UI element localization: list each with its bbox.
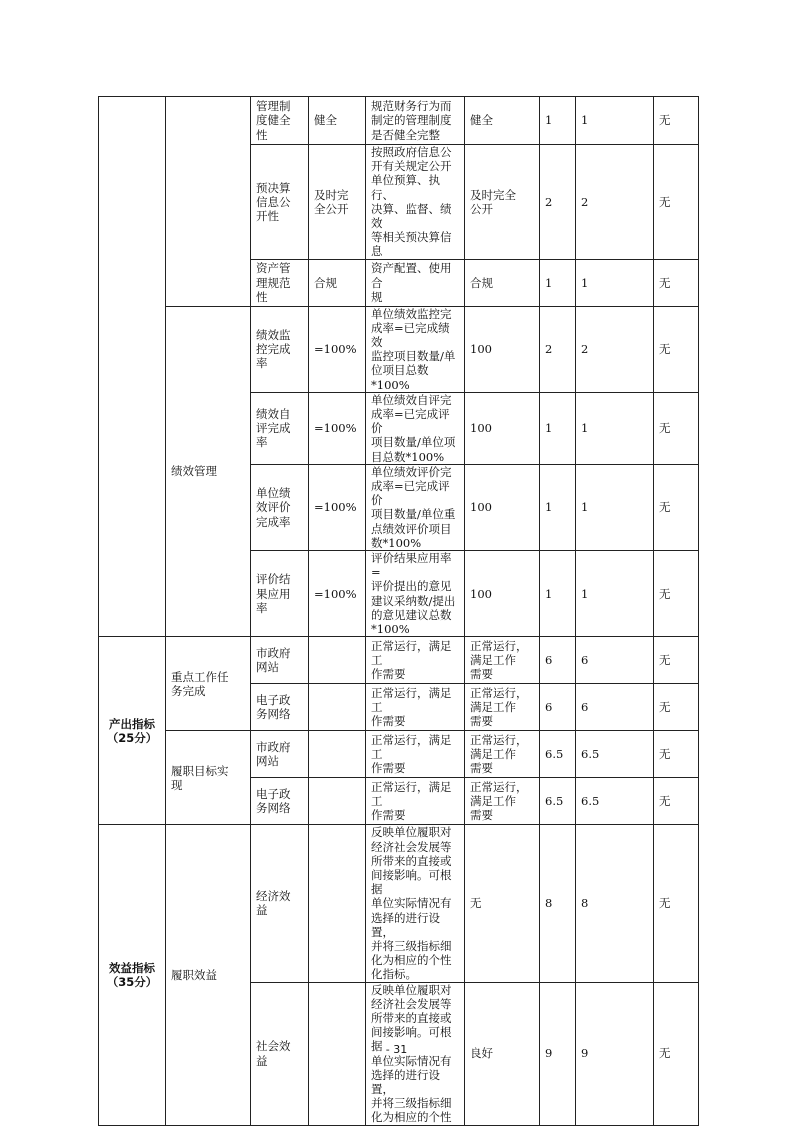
score-cell: 2 <box>576 145 654 260</box>
target-cell: 合规 <box>309 259 366 306</box>
desc-cell: 单位绩效自评完 成率=已完成评价 项目数量/单位项 目总数*100% <box>366 392 465 464</box>
score-cell: 1 <box>576 392 654 464</box>
table-row <box>99 97 699 145</box>
target-cell: =100% <box>309 551 366 637</box>
level3-cell: 电子政 务网络 <box>251 684 309 731</box>
score-cell: 1 <box>576 551 654 637</box>
desc-cell: 评价结果应用率= 评价提出的意见 建议采纳数/提出 的意见建议总数 *100% <box>366 551 465 637</box>
actual-cell: 正常运行， 满足工作 需要 <box>465 637 540 684</box>
note-cell: 无 <box>654 825 699 982</box>
level1-cell <box>99 97 166 637</box>
level3-cell: 评价结 果应用 率 <box>251 551 309 637</box>
table-row <box>99 825 699 982</box>
score-cell: 6 <box>576 637 654 684</box>
level3-cell: 单位绩 效评价 完成率 <box>251 464 309 550</box>
target-cell <box>309 637 366 684</box>
weight-cell: 1 <box>540 259 576 306</box>
score-cell: 1 <box>576 464 654 550</box>
level1-cell: 产出指标 （25分） <box>99 637 166 825</box>
desc-cell: 正常运行，满足工 作需要 <box>366 731 465 778</box>
note-cell: 无 <box>654 982 699 1125</box>
actual-cell: 正常运行， 满足工作 需要 <box>465 778 540 825</box>
target-cell <box>309 778 366 825</box>
score-cell: 8 <box>576 825 654 982</box>
note-cell: 无 <box>654 259 699 306</box>
level3-cell: 社会效 益 <box>251 982 309 1125</box>
level3-cell: 资产管 理规范 性 <box>251 259 309 306</box>
weight-cell: 6 <box>540 637 576 684</box>
weight-cell: 1 <box>540 97 576 145</box>
actual-cell: 正常运行， 满足工作 需要 <box>465 684 540 731</box>
target-cell: 健全 <box>309 97 366 145</box>
score-cell: 1 <box>576 97 654 145</box>
level3-cell: 管理制 度健全 性 <box>251 97 309 145</box>
actual-cell: 合规 <box>465 259 540 306</box>
target-cell <box>309 731 366 778</box>
level3-cell: 绩效自 评完成 率 <box>251 392 309 464</box>
desc-cell: 反映单位履职对 经济社会发展等 所带来的直接或 间接影响。可根据 单位实际情况有 选择的进行设置， 并将三级指标细 化为相应的个性 化指标。 <box>366 825 465 982</box>
weight-cell: 1 <box>540 464 576 550</box>
target-cell: =100% <box>309 392 366 464</box>
desc-cell: 正常运行，满足工 作需要 <box>366 778 465 825</box>
target-cell <box>309 825 366 982</box>
score-cell: 2 <box>576 306 654 392</box>
note-cell: 无 <box>654 684 699 731</box>
level2-cell: 绩效管理 <box>166 306 251 637</box>
score-cell: 6 <box>576 684 654 731</box>
weight-cell: 6 <box>540 684 576 731</box>
level3-cell: 电子政 务网络 <box>251 778 309 825</box>
actual-cell: 正常运行， 满足工作 需要 <box>465 731 540 778</box>
level3-cell: 预决算 信息公 开性 <box>251 145 309 260</box>
level3-cell: 市政府 网站 <box>251 731 309 778</box>
page-number: - 31 <box>385 1043 408 1056</box>
actual-cell: 100 <box>465 392 540 464</box>
note-cell: 无 <box>654 97 699 145</box>
level3-cell: 绩效监 控完成 率 <box>251 306 309 392</box>
note-cell: 无 <box>654 392 699 464</box>
weight-cell: 1 <box>540 392 576 464</box>
level3-cell: 市政府 网站 <box>251 637 309 684</box>
note-cell: 无 <box>654 464 699 550</box>
desc-cell: 正常运行，满足工 作需要 <box>366 684 465 731</box>
weight-cell: 9 <box>540 982 576 1125</box>
actual-cell: 良好 <box>465 982 540 1125</box>
actual-cell: 无 <box>465 825 540 982</box>
table-row <box>99 731 699 778</box>
desc-cell: 单位绩效监控完 成率=已完成绩效 监控项目数量/单 位项目总数*100% <box>366 306 465 392</box>
desc-cell: 反映单位履职对 经济社会发展等 所带来的直接或 间接影响。可根据 单位实际情况有 选择的进行设置， 并将三级指标细 化为相应的个性 <box>366 982 465 1125</box>
note-cell: 无 <box>654 731 699 778</box>
actual-cell: 100 <box>465 464 540 550</box>
score-cell: 9 <box>576 982 654 1125</box>
actual-cell: 健全 <box>465 97 540 145</box>
desc-cell: 按照政府信息公 开有关规定公开 单位预算、执行、 决算、监督、绩效 等相关预决算信 息 <box>366 145 465 260</box>
level1-cell: 效益指标 （35分） <box>99 825 166 1125</box>
note-cell: 无 <box>654 778 699 825</box>
level2-cell: 履职效益 <box>166 825 251 1125</box>
weight-cell: 1 <box>540 551 576 637</box>
level2-cell <box>166 97 251 307</box>
indicator-table <box>98 96 699 1126</box>
score-cell: 1 <box>576 259 654 306</box>
actual-cell: 100 <box>465 551 540 637</box>
level2-cell: 履职目标实 现 <box>166 731 251 825</box>
desc-cell: 单位绩效评价完 成率=已完成评价 项目数量/单位重 点绩效评价项目 数*100% <box>366 464 465 550</box>
weight-cell: 6.5 <box>540 778 576 825</box>
weight-cell: 8 <box>540 825 576 982</box>
weight-cell: 6.5 <box>540 731 576 778</box>
weight-cell: 2 <box>540 145 576 260</box>
score-cell: 6.5 <box>576 778 654 825</box>
target-cell: 及时完 全公开 <box>309 145 366 260</box>
actual-cell: 及时完全 公开 <box>465 145 540 260</box>
desc-cell: 资产配置、使用合 规 <box>366 259 465 306</box>
desc-cell: 正常运行，满足工 作需要 <box>366 637 465 684</box>
level2-cell: 重点工作任 务完成 <box>166 637 251 731</box>
note-cell: 无 <box>654 551 699 637</box>
note-cell: 无 <box>654 637 699 684</box>
target-cell: =100% <box>309 306 366 392</box>
note-cell: 无 <box>654 306 699 392</box>
target-cell <box>309 684 366 731</box>
score-cell: 6.5 <box>576 731 654 778</box>
level3-cell: 经济效 益 <box>251 825 309 982</box>
target-cell: =100% <box>309 464 366 550</box>
actual-cell: 100 <box>465 306 540 392</box>
desc-cell: 规范财务行为而 制定的管理制度 是否健全完整 <box>366 97 465 145</box>
table-row <box>99 637 699 684</box>
weight-cell: 2 <box>540 306 576 392</box>
table-row <box>99 306 699 392</box>
note-cell: 无 <box>654 145 699 260</box>
